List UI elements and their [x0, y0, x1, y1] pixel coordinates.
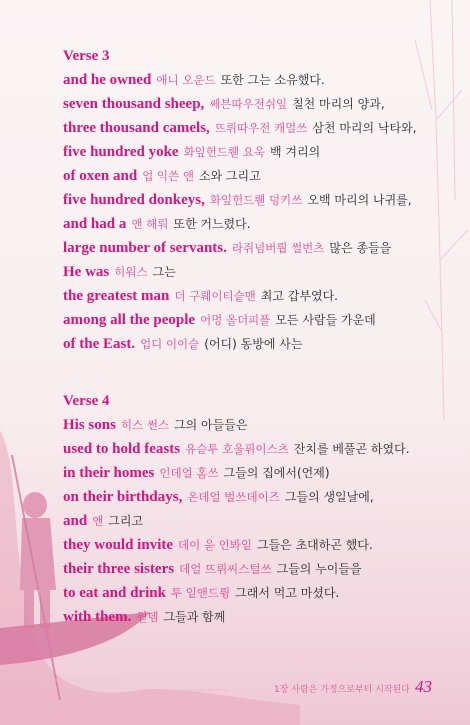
- pronunciation-guide: 쎄븐따우전쉬잎: [209, 97, 288, 111]
- pronunciation-guide: 데얼 뜨뤼씨스털쓰: [179, 562, 272, 576]
- pronunciation-guide: 윋뎀: [136, 610, 159, 624]
- korean-translation: 그들과 함께: [163, 610, 226, 624]
- pronunciation-guide: 앤: [92, 514, 104, 528]
- english-phrase: the greatest man: [63, 288, 170, 304]
- chapter-title: 1장 사람은 가정으로부터 시작된다: [273, 685, 410, 695]
- verse-line: [63, 140, 463, 164]
- pronunciation-guide: 뜨뤼따우전 캐멀쓰: [214, 121, 308, 135]
- english-phrase: He was: [63, 264, 110, 280]
- verse-line: [63, 509, 463, 533]
- pronunciation-guide: 애니 오운드: [156, 73, 216, 87]
- pronunciation-guide: 유슫투 호울퓌이스츠: [185, 442, 289, 456]
- verse-line: [63, 485, 463, 509]
- pronunciation-guide: 투 잍앤드륑: [170, 586, 231, 600]
- verse-gap: [63, 356, 463, 389]
- verse-line: [63, 308, 463, 332]
- korean-translation: 그들은 초대하곤 했다.: [256, 538, 373, 552]
- verse-line: [63, 461, 463, 485]
- verse-4-lines: [63, 413, 463, 629]
- korean-translation: 잔치를 베풀곤 하였다.: [293, 442, 410, 456]
- english-phrase: used to hold feasts: [63, 441, 181, 457]
- korean-translation: 그의 아들들은: [174, 418, 248, 432]
- english-phrase: among all the people: [63, 312, 196, 328]
- pronunciation-guide: 라쥐넘버뤕 썰번츠: [231, 241, 325, 255]
- page-number: 43: [415, 677, 432, 696]
- verse-line: [63, 212, 463, 236]
- korean-translation: 또한 그는 소유했다.: [220, 73, 325, 87]
- english-phrase: of the East.: [63, 336, 136, 352]
- verse-line: [63, 260, 463, 284]
- english-phrase: their three sisters: [63, 561, 175, 577]
- verse-line: [63, 284, 463, 308]
- pronunciation-guide: 업디 이이슽: [140, 337, 200, 351]
- pronunciation-guide: 온데얼 벌쓰데이즈: [187, 490, 280, 504]
- korean-translation: 그들의 집에서(언제): [223, 466, 330, 480]
- verse-3-lines: [63, 68, 463, 356]
- verse-content: [63, 44, 463, 629]
- english-phrase: seven thousand sheep,: [63, 96, 205, 112]
- korean-translation: 오백 마리의 나귀를,: [307, 193, 412, 207]
- verse-3-heading: Verse 3: [63, 48, 110, 64]
- verse-line: [63, 581, 463, 605]
- verse-line: [63, 437, 463, 461]
- verse-line: [63, 332, 463, 356]
- pronunciation-guide: 더 구뤠이티슽맨: [174, 289, 256, 303]
- pronunciation-guide: 화잎헌드뤧 요욱: [183, 145, 265, 159]
- pronunciation-guide: 어멍 올더피플: [200, 313, 271, 327]
- verse-line: [63, 605, 463, 629]
- english-phrase: large number of servants.: [63, 240, 227, 256]
- verse-line: [63, 92, 463, 116]
- korean-translation: 또한 거느렸다.: [173, 217, 251, 231]
- page-footer: [274, 677, 432, 697]
- pronunciation-guide: 히스 썬스: [120, 418, 170, 432]
- english-phrase: in their homes: [63, 465, 155, 481]
- english-phrase: and had a: [63, 216, 127, 232]
- pronunciation-guide: 앤 해뤄: [131, 217, 169, 231]
- verse-line: [63, 533, 463, 557]
- english-phrase: and: [63, 513, 88, 529]
- english-phrase: with them.: [63, 609, 132, 625]
- verse-line: [63, 188, 463, 212]
- pronunciation-guide: 인데얼 홈쓰: [159, 466, 219, 480]
- pronunciation-guide: 화잎헌드뤧 덩키쓰: [209, 193, 303, 207]
- english-phrase: three thousand camels,: [63, 120, 210, 136]
- verse-line: [63, 116, 463, 140]
- pronunciation-guide: 데이 욷 인봐잍: [178, 538, 252, 552]
- korean-translation: 칠천 마리의 양과,: [292, 97, 385, 111]
- verse-line: [63, 557, 463, 581]
- english-phrase: His sons: [63, 417, 116, 433]
- korean-translation: 모든 사람들 가운데: [275, 313, 376, 327]
- korean-translation: 그래서 먹고 마셨다.: [235, 586, 340, 600]
- english-phrase: on their birthdays,: [63, 489, 183, 505]
- korean-translation: 백 겨리의: [270, 145, 321, 159]
- korean-translation: 그는: [152, 265, 176, 279]
- korean-translation: 삼천 마리의 낙타와,: [312, 121, 417, 135]
- english-phrase: five hundred yoke: [63, 144, 179, 160]
- pronunciation-guide: 업 익쓴 앤: [142, 169, 194, 183]
- verse-line: [63, 236, 463, 260]
- verse-line: [63, 413, 463, 437]
- verse-line: [63, 164, 463, 188]
- pronunciation-guide: 히워스: [114, 265, 148, 279]
- korean-translation: 그리고: [108, 514, 144, 528]
- korean-translation: 많은 종들을: [329, 241, 392, 255]
- verse-line: [63, 68, 463, 92]
- korean-translation: 최고 갑부였다.: [260, 289, 338, 303]
- english-phrase: of oxen and: [63, 168, 138, 184]
- korean-translation: 소와 그리고: [198, 169, 261, 183]
- english-phrase: and he owned: [63, 72, 152, 88]
- korean-translation: 그들의 생일날에,: [284, 490, 374, 504]
- english-phrase: five hundred donkeys,: [63, 192, 205, 208]
- verse-4-heading: Verse 4: [63, 393, 110, 409]
- english-phrase: to eat and drink: [63, 585, 166, 601]
- korean-translation: 그들의 누이들을: [276, 562, 362, 576]
- korean-translation: (어디) 동방에 사는: [204, 337, 303, 351]
- english-phrase: they would invite: [63, 537, 174, 553]
